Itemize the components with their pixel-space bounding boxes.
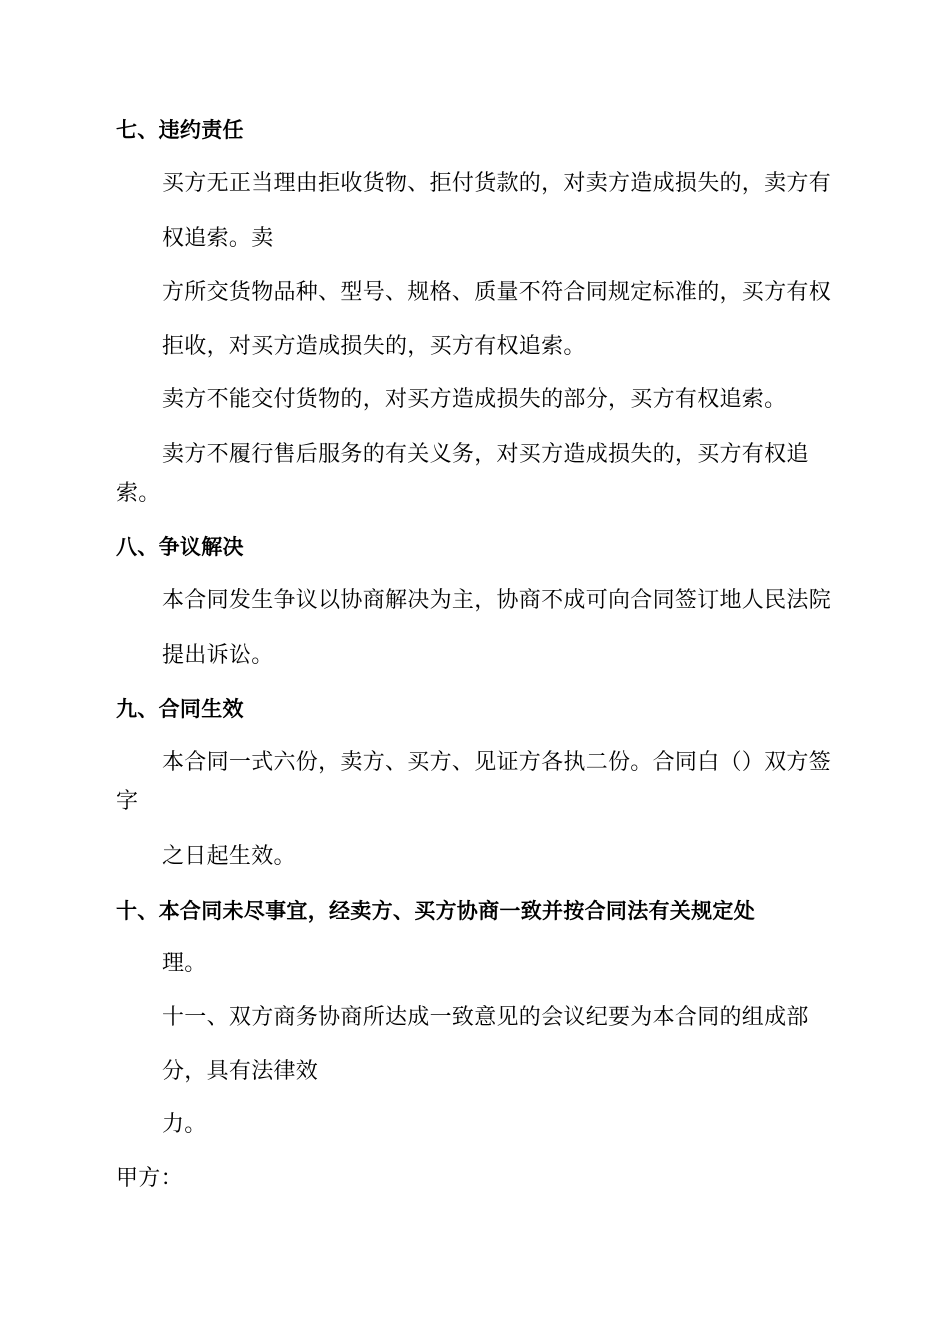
section-9-heading: 九、合同生效 — [116, 697, 244, 721]
section-9-paragraph-1-line-1: 本合同一式六份，卖方、买方、见证方各执二份。合同白（）双方签 — [162, 750, 832, 775]
section-7-paragraph-4-line-1: 卖方不履行售后服务的有关义务，对买方造成损失的，买方有权追 — [162, 442, 809, 467]
section-11-line-3: 力。 — [162, 1112, 207, 1137]
section-8-paragraph-1-line-2: 提出诉讼。 — [162, 643, 274, 668]
section-7-paragraph-2-line-2: 拒收，对买方造成损失的，买方有权追索。 — [162, 334, 586, 359]
section-7-paragraph-4-line-2: 索。 — [116, 481, 161, 506]
section-11-line-1: 十一、双方商务协商所达成一致意见的会议纪要为本合同的组成部 — [162, 1005, 809, 1030]
section-9-paragraph-1-line-2: 字 — [116, 789, 139, 814]
section-7-paragraph-2-line-1: 方所交货物品种、型号、规格、质量不符合同规定标准的，买方有权 — [162, 280, 832, 305]
section-10-heading: 十、本合同未尽事宜，经卖方、买方协商一致并按合同法有关规定处 — [116, 899, 755, 923]
party-a-signature-label: 甲方： — [116, 1166, 183, 1191]
section-7-heading: 七、违约责任 — [116, 118, 244, 142]
section-7-paragraph-3-line-1: 卖方不能交付货物的，对买方造成损失的部分，买方有权追索。 — [162, 387, 787, 412]
section-9-paragraph-1-line-3: 之日起生效。 — [162, 844, 296, 869]
section-8-paragraph-1-line-1: 本合同发生争议以协商解决为主，协商不成可向合同签订地人民法院 — [162, 588, 832, 613]
section-8-heading: 八、争议解决 — [116, 535, 244, 559]
section-11-line-2: 分，具有法律效 — [162, 1059, 319, 1084]
section-10-line-2: 理。 — [162, 951, 207, 976]
section-7-paragraph-1-line-1: 买方无正当理由拒收货物、拒付货款的，对卖方造成损失的，卖方有 — [162, 171, 832, 196]
section-7-paragraph-1-line-2: 权追索。卖 — [162, 226, 274, 251]
